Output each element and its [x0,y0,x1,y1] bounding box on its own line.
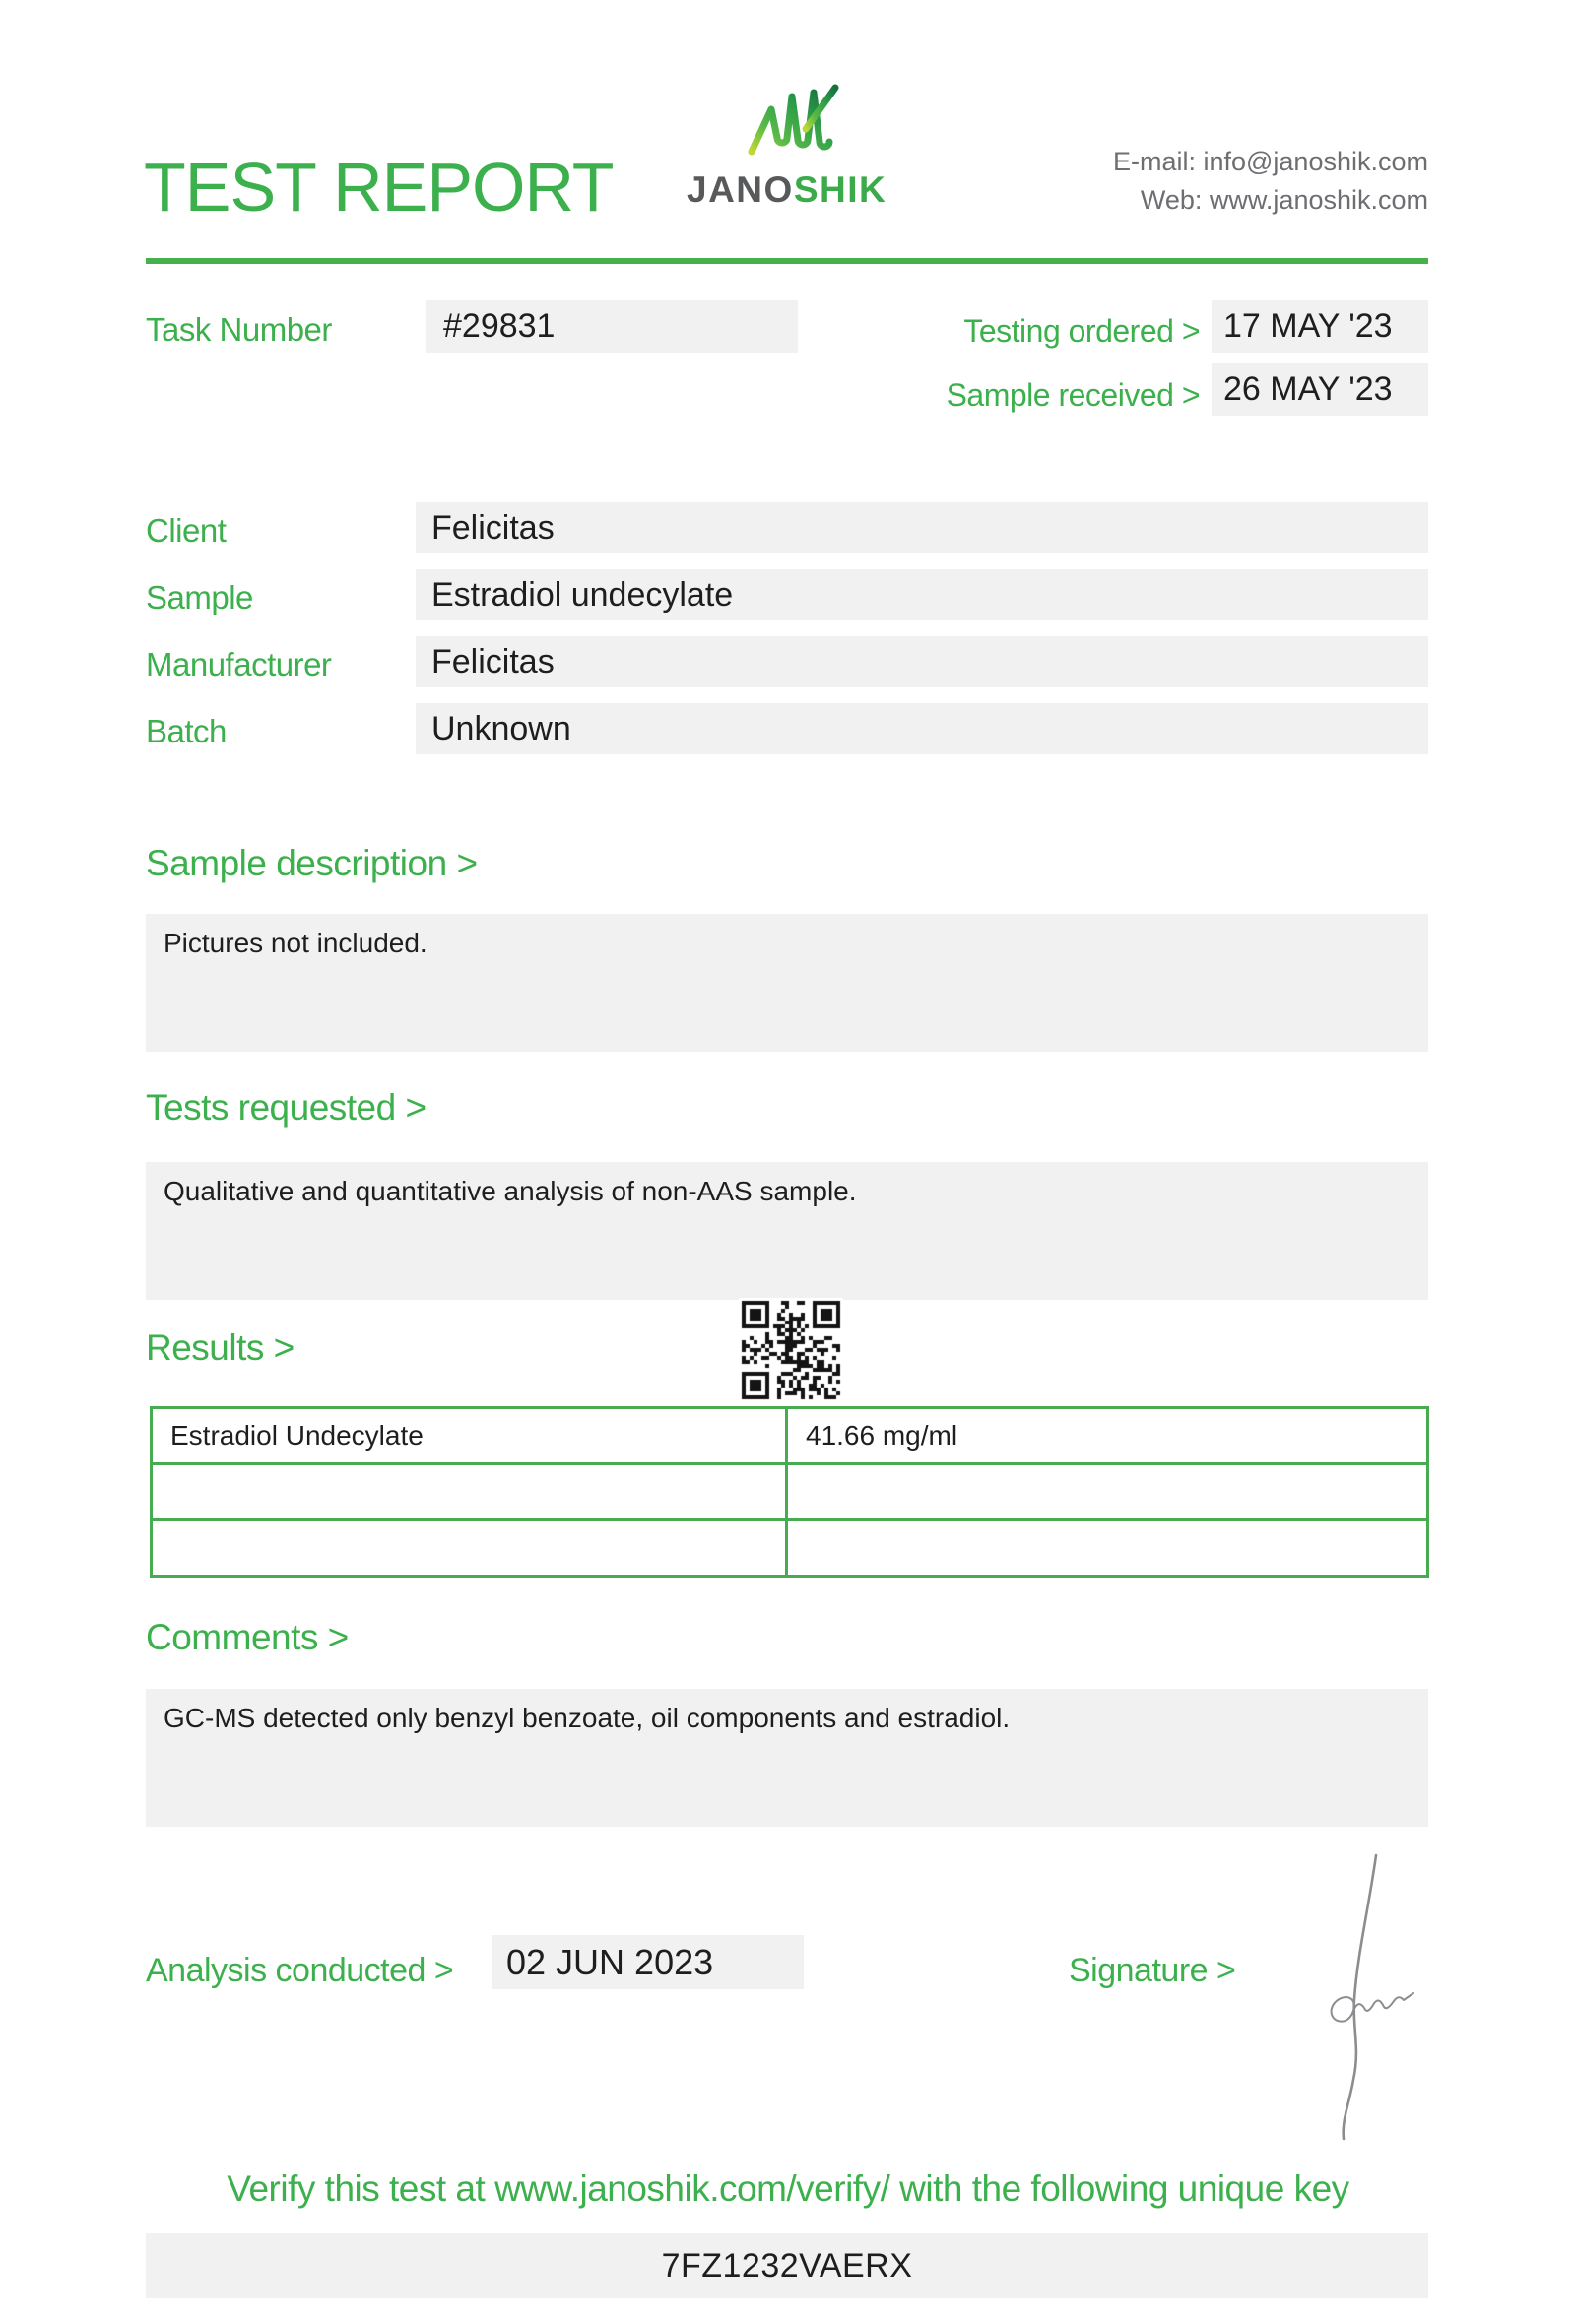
comments-text: GC-MS detected only benzyl benzoate, oil components and estradiol. [164,1703,1011,1733]
batch-label: Batch [146,713,227,749]
logo-jano: JANO [687,169,794,210]
manufacturer-label: Manufacturer [146,646,332,682]
tests-requested-box [146,1162,1428,1300]
growth-chart-icon [745,82,843,167]
email-line: E-mail: info@janoshik.com [1112,147,1428,176]
handwritten-signature [1280,1851,1428,2147]
result-substance [152,1464,787,1520]
sample-text: Estradiol undecylate [431,575,734,613]
verify-instruction: Verify this test at www.janoshik.com/verify/ with the following unique key [227,2168,1349,2209]
verify-key-text: 7FZ1232VAERX [661,2246,913,2285]
result-substance [152,1520,787,1577]
manufacturer-value [416,636,1428,687]
contact-info [1113,143,1428,220]
analysis-date-box [492,1935,804,1989]
client-label: Client [146,512,227,549]
sample-description-text: Pictures not included. [164,928,427,958]
result-value [787,1520,1428,1577]
result-value: 41.66 mg/ml [787,1408,1428,1464]
tests-requested-heading: Tests requested > [146,1087,427,1128]
web-line: Web: www.janoshik.com [1140,185,1428,215]
analysis-date-text: 02 JUN 2023 [506,1941,714,1982]
batch-value [416,703,1428,754]
comments-box [146,1689,1428,1827]
verify-key-box [146,2233,1428,2298]
table-row [152,1464,1428,1520]
page-title: TEST REPORT [144,149,614,226]
sample-description-box [146,914,1428,1052]
table-row [152,1408,1428,1464]
testing-ordered-value [1212,300,1428,353]
table-row [152,1520,1428,1577]
sample-received-label: Sample received > [946,377,1200,413]
comments-heading: Comments > [146,1617,349,1657]
results-table [150,1406,1429,1578]
sample-value [416,569,1428,620]
analysis-conducted-label: Analysis conducted > [146,1952,454,1989]
manufacturer-text: Felicitas [431,642,555,680]
sample-received-value [1212,363,1428,416]
logo-shik: SHIK [793,169,887,210]
logo-wordmark [687,169,886,211]
result-value [787,1464,1428,1520]
tests-requested-text: Qualitative and quantitative analysis of non-AAS sample. [164,1176,857,1206]
testing-ordered-date: 17 MAY '23 [1223,307,1393,345]
task-number-text: #29831 [443,307,556,345]
sample-description-heading: Sample description > [146,843,478,883]
testing-ordered-label: Testing ordered > [963,313,1200,349]
task-number-label: Task Number [146,311,332,348]
sample-received-date: 26 MAY '23 [1223,370,1393,408]
result-substance: Estradiol Undecylate [152,1408,787,1464]
task-number-value [426,300,798,353]
batch-text: Unknown [431,709,571,747]
header-divider [146,258,1428,264]
signature-label: Signature > [1069,1952,1236,1989]
sample-label: Sample [146,579,253,615]
client-text: Felicitas [431,508,555,547]
results-heading: Results > [146,1327,295,1368]
client-value [416,502,1428,553]
qr-code [739,1298,843,1402]
